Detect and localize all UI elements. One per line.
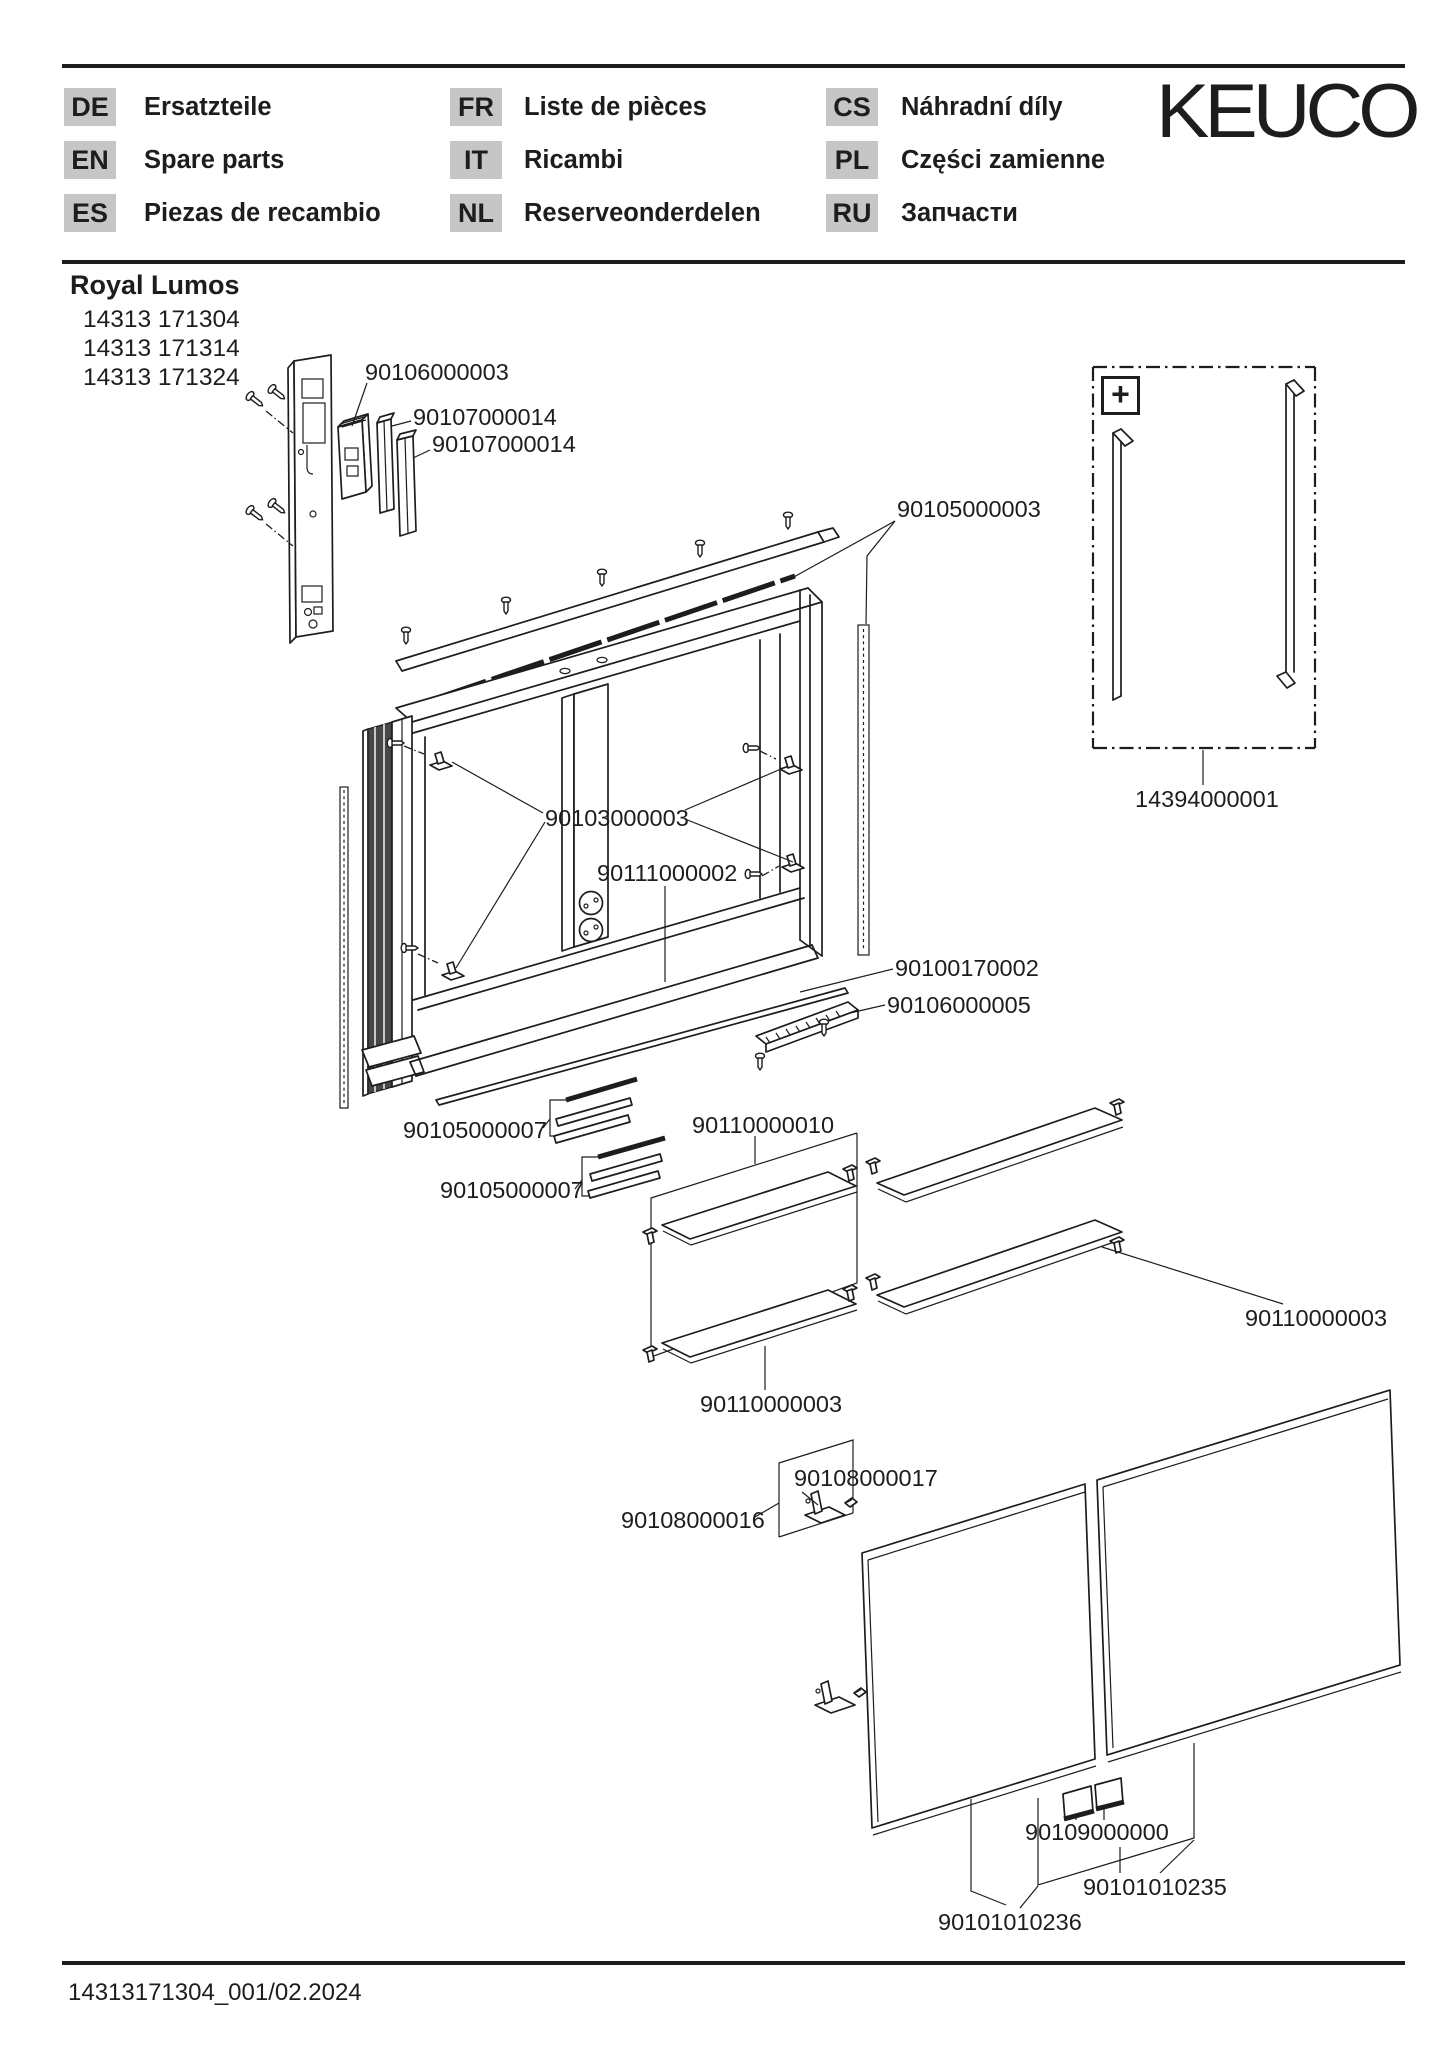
- part-label-90101010235: 90101010235: [1083, 1874, 1227, 1900]
- document-id: 14313171304_001/02.2024: [68, 1979, 362, 2006]
- accessory-plus-icon: +: [1101, 376, 1140, 415]
- part-label-90103000003: 90103000003: [545, 805, 689, 831]
- footer-rule: [62, 1961, 1405, 1965]
- mirror-doors: [862, 1390, 1401, 1835]
- lang-label-de: Ersatzteile: [144, 93, 272, 121]
- model-number: 14313 171314: [83, 335, 240, 362]
- lang-label-ru: Запчасти: [901, 199, 1018, 227]
- accessory-box: [1093, 367, 1315, 785]
- part-label-90109000000: 90109000000: [1025, 1819, 1169, 1845]
- lang-label-pl: Części zamienne: [901, 146, 1106, 174]
- model-number: 14313 171304: [83, 306, 240, 333]
- part-label-90111000002: 90111000002: [597, 860, 738, 886]
- lang-code-it: IT: [450, 141, 502, 179]
- part-label-90110000003-1: 90110000003: [700, 1391, 843, 1417]
- part-label-90101010236: 90101010236: [938, 1909, 1082, 1935]
- part-label-90106000003: 90106000003: [365, 359, 509, 385]
- part-label-90100170002: 90100170002: [895, 955, 1039, 981]
- lang-label-en: Spare parts: [144, 146, 285, 174]
- lang-code-de: DE: [64, 88, 116, 126]
- lang-code-pl: PL: [826, 141, 878, 179]
- transformer-part: [338, 383, 372, 499]
- part-label-90108000017: 90108000017: [794, 1465, 938, 1491]
- door-hinge-lower: [815, 1681, 866, 1713]
- lang-code-en: EN: [64, 141, 116, 179]
- lang-code-fr: FR: [450, 88, 502, 126]
- product-name: Royal Lumos: [70, 270, 240, 300]
- lang-label-it: Ricambi: [524, 146, 624, 174]
- part-label-90110000010: 90110000010: [692, 1112, 835, 1138]
- part-label-90106000005: 90106000005: [887, 992, 1031, 1018]
- part-label-14394000001: 14394000001: [1135, 786, 1279, 812]
- model-number: 14313 171324: [83, 364, 240, 391]
- glass-shelves-middle: [643, 1133, 880, 1390]
- part-label-90110000003-2: 90110000003: [1245, 1305, 1388, 1331]
- bottom-cover-strip: [436, 969, 893, 1105]
- part-label-90108000016: 90108000016: [621, 1507, 765, 1533]
- lang-label-fr: Liste de pièces: [524, 93, 707, 121]
- part-label-90105000007-1: 90105000007: [403, 1117, 547, 1143]
- part-label-90107000014-2: 90107000014: [432, 431, 576, 457]
- lang-code-es: ES: [64, 194, 116, 232]
- part-label-90105000007-2: 90105000007: [440, 1177, 584, 1203]
- wall-mounting-rail: [245, 355, 333, 643]
- part-label-90105000003: 90105000003: [897, 496, 1041, 522]
- lang-label-es: Piezas de recambio: [144, 199, 381, 227]
- lang-code-nl: NL: [450, 194, 502, 232]
- glass-shelves-right: [877, 1099, 1283, 1314]
- lang-label-nl: Reserveonderdelen: [524, 199, 761, 227]
- part-label-90107000014-1: 90107000014: [413, 404, 557, 430]
- lang-code-cs: CS: [826, 88, 878, 126]
- led-profile-right: [858, 625, 869, 955]
- lang-code-ru: RU: [826, 194, 878, 232]
- lang-label-cs: Náhradní díly: [901, 93, 1063, 121]
- led-profile-left: [340, 787, 348, 1108]
- trim-strips: [377, 413, 430, 536]
- keuco-logo: KEUCO: [1156, 68, 1416, 153]
